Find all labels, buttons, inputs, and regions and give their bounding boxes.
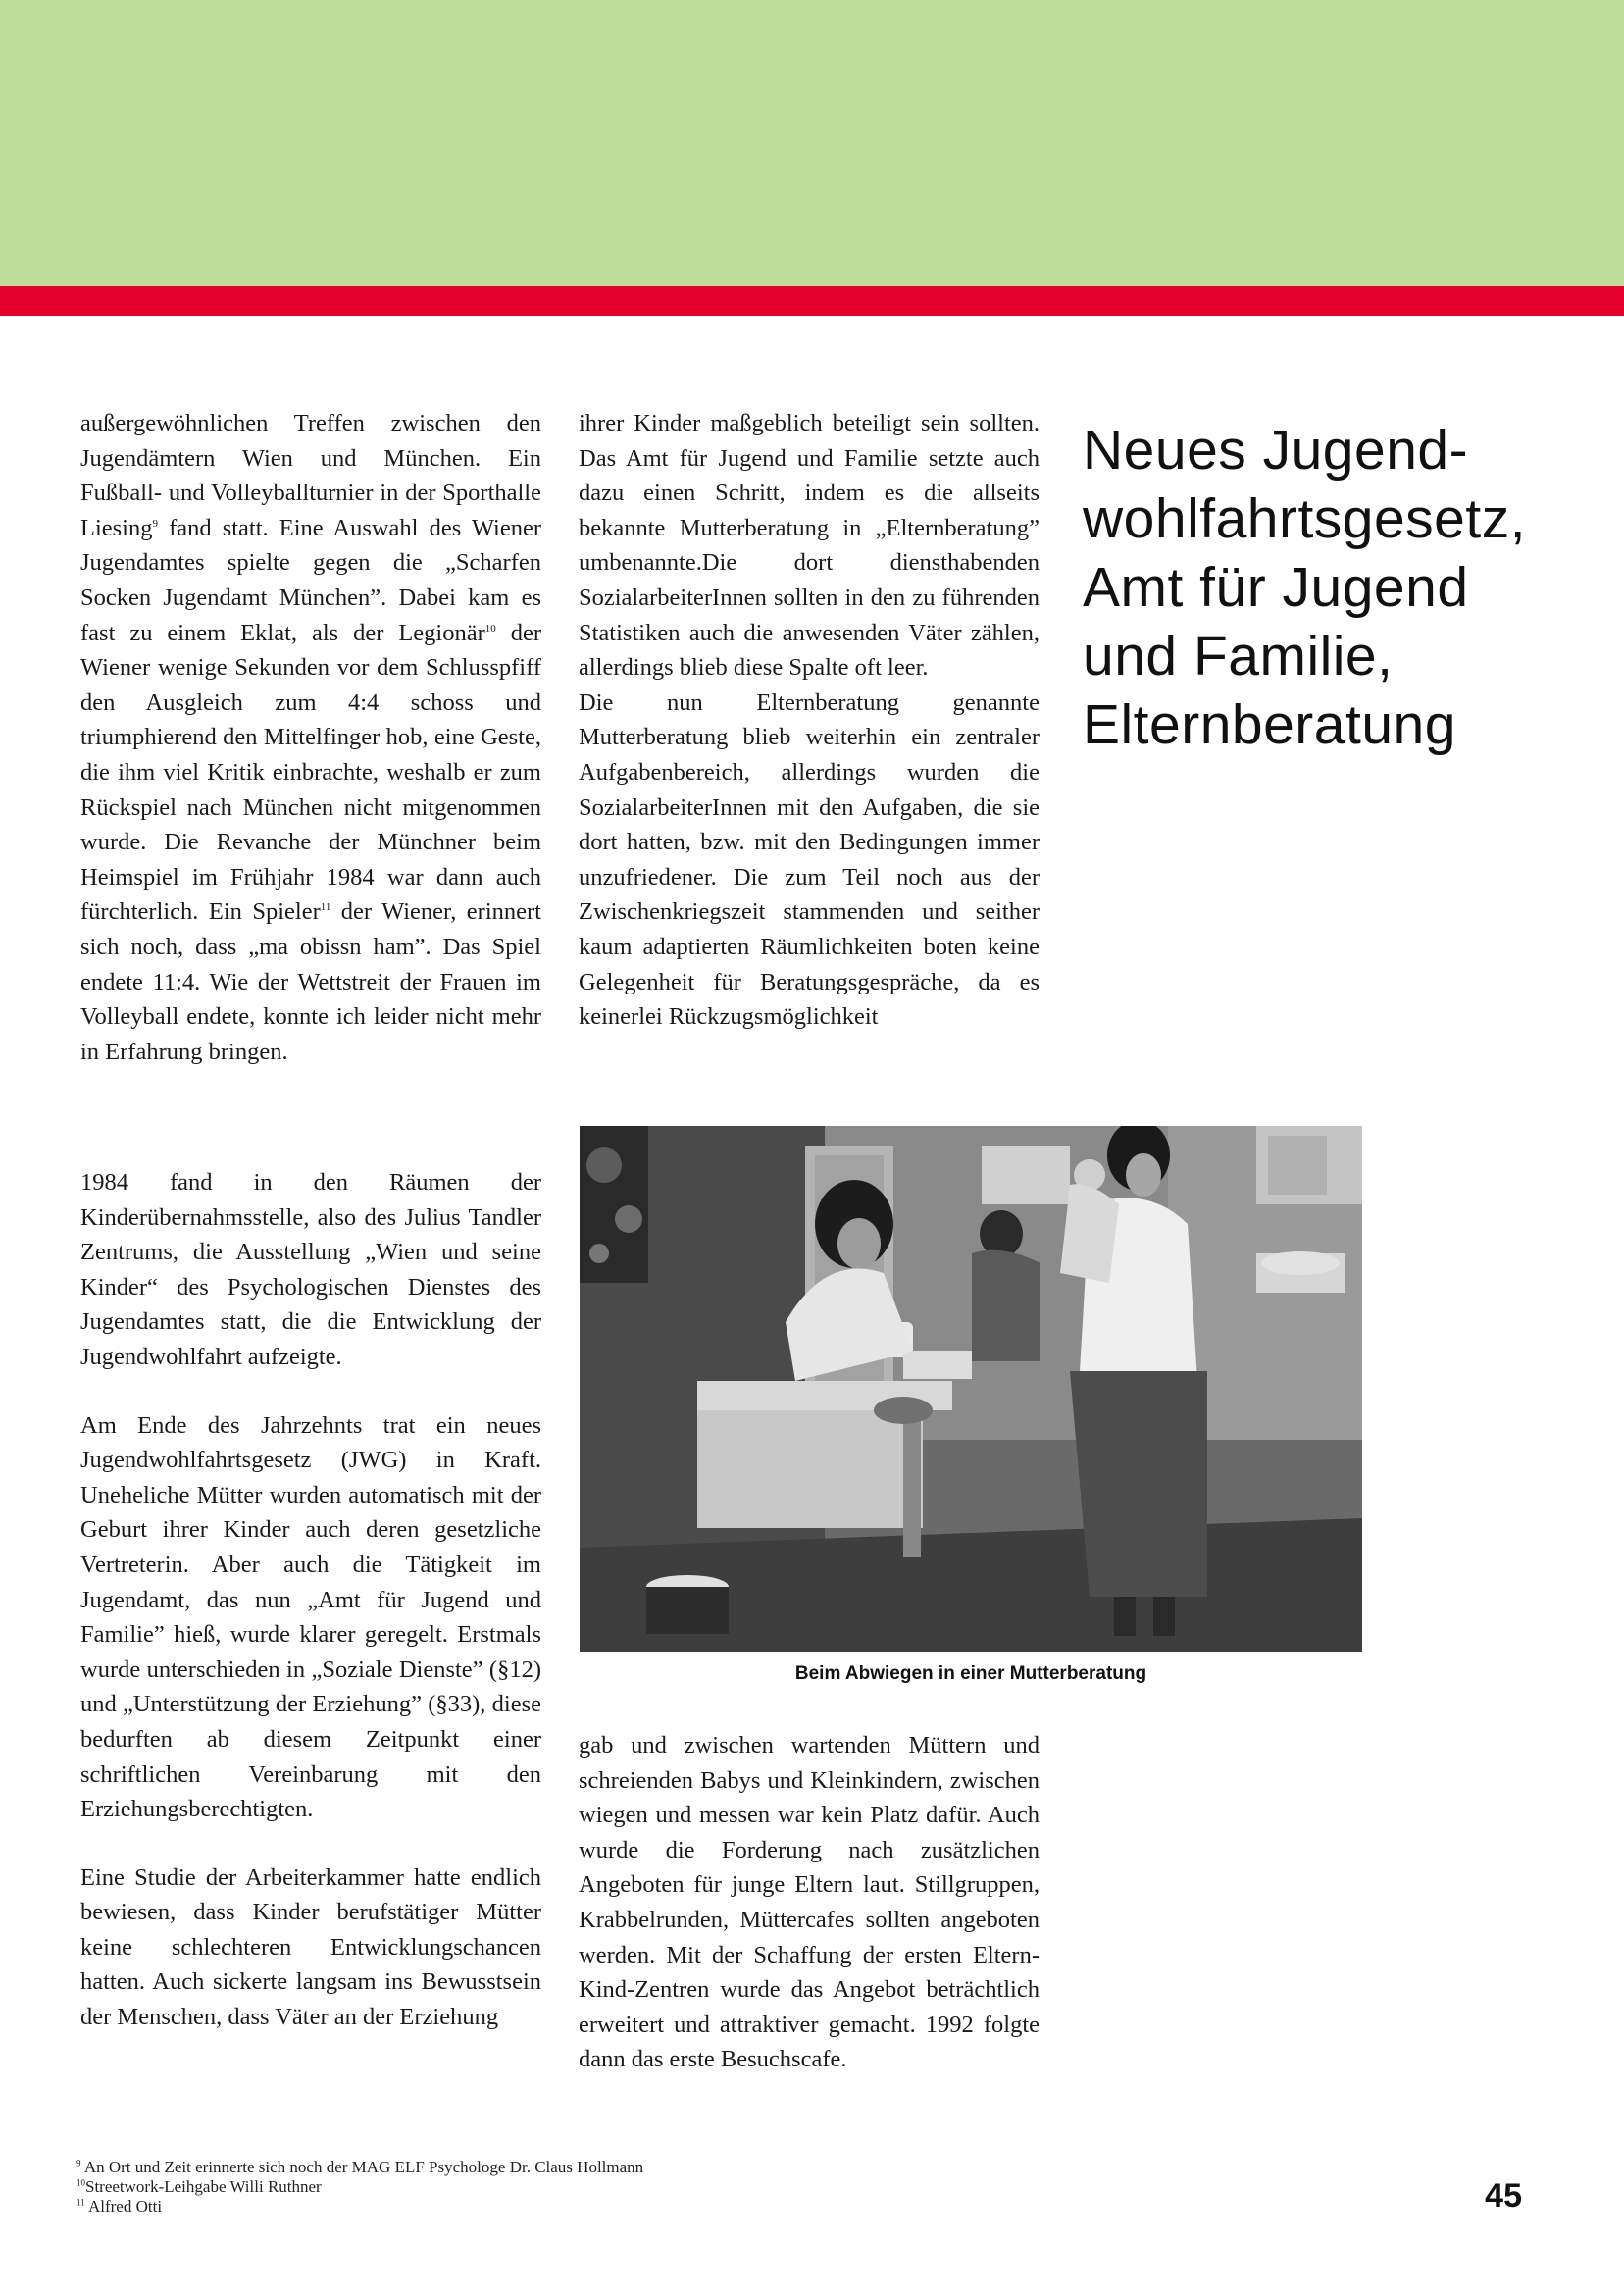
text-column-left-top [80, 406, 541, 1069]
footnote-ref: 11 [320, 901, 331, 914]
paragraph-renaming: ihrer Kinder maßgeblich beteiligt sein sollten. Das Amt für Jugend und Familie setzte auch dazu einen Schritt, indem es die allseits bekannte Mutterberatung in „Elternberatung” umbenannte.Die dort diensthabenden SozialarbeiterInnen sollten in den zu führenden Statistiken auch die anwesenden Väter zählen, allerdings blieb diese Spalte oft leer. [579, 410, 1040, 682]
footnote-ref: 10 [484, 622, 496, 635]
text-column-middle-bottom [579, 1728, 1040, 2077]
paragraph-offers: gab und zwischen wartenden Müttern und schreienden Babys und Kleinkindern, zwischen wiegen und messen war kein Platz dafür. Auch wurde die Forderung nach zusätzlichen Angeboten für junge Eltern laut. Stillgruppen, Krabbelrunden, Müttercafes sollten angeboten werden. Mit der Schaffung der ersten Eltern-Kind-Zentren wurde das Angebot beträchtlich erweitert und attraktiver gemacht. 1992 folgte dann das erste Besuchscafe. [579, 1732, 1040, 2073]
headline-line: Neues Jugend- [1083, 419, 1469, 482]
footnote-10: $^{10}$Streetwork-Leihgabe Willi Ruthner [76, 2177, 322, 2196]
photo-weighing-scene [580, 1126, 1362, 1652]
footnote-ref: 9 [152, 517, 158, 530]
headline-line: Elternberatung [1083, 693, 1456, 756]
header-green-band [0, 0, 1624, 286]
page-number: 45 [1485, 2177, 1522, 2215]
paragraph-jwg: Am Ende des Jahrzehnts trat ein neues Jugendwohlfahrtsgesetz (JWG) in Kraft. Uneheliche Mütter wurden automatisch mit der Geburt ihrer Kinder auch deren gesetzliche Vertreterin. Aber auch die Tätigkeit im Jugendamt, das nun „Amt für Jugend und Familie” hieß, wurde klarer geregelt. Erstmals wurde unterschieden in „Soziale Dienste” (§12) und „Unterstützung der Erziehung” (§33), diese bedurften ab diesem Zeitpunkt einer schriftlichen Vereinbarung mit den Erziehungsberechtigten. [80, 1411, 541, 1823]
header-red-stripe [0, 286, 1624, 316]
text-column-left-bottom [80, 1165, 541, 2035]
paragraph-tournament: außergewöhnlichen Treffen zwischen den Jugendämtern Wien und München. Ein Fußball- und Volleyballturnier in der Sporthalle Liesing$^9$ fand statt. Eine Auswahl des Wiener Jugendamtes spielte gegen die „Scharfen Socken Jugendamt München”. Dabei kam es fast zu einem Eklat, als der Legionär$^{10}$ der Wiener wenige Sekunden vor dem Schlusspfiff den Ausgleich zum 4:4 schoss und triumphierend den Mittelfinger hob, eine Geste, die ihm viel Kritik einbrachte, weshalb er zum Rückspiel nach München nicht mitgenommen wurde. Die Revanche der Münchner beim Heimspiel im Frühjahr 1984 war dann auch fürchterlich. Ein Spieler$^{11}$ der Wiener, erinnert sich noch, dass „ma obissn ham”. Das Spiel endete 11:4. Wie der Wettstreit der Frauen im Volleyball endete, konnte ich leider nicht mehr in Erfahrung bringen. [80, 410, 541, 1065]
section-headline [1083, 416, 1612, 759]
paragraph-study: Eine Studie der Arbeiterkammer hatte endlich bewiesen, dass Kinder berufstätiger Mütter keine schlechteren Entwicklungschancen hatten. Auch sickerte langsam ins Bewusstsein der Menschen, dass Väter an der Erziehung [80, 1863, 541, 2031]
text-column-middle-top [579, 406, 1040, 1035]
footnotes [76, 2158, 959, 2217]
headline-line: und Familie, [1083, 625, 1394, 688]
photo-caption: Beim Abwiegen in einer Mutterberatung [794, 1663, 1147, 1684]
footnote-9: $^9$ An Ort und Zeit erinnerte sich noch der MAG ELF Psychologe Dr. Claus Hollmann [76, 2158, 644, 2176]
headline-line: wohlfahrtsgesetz, [1083, 487, 1527, 550]
footnote-11: $^{11}$ Alfred Otti [76, 2197, 163, 2216]
headline-line: Amt für Jugend [1083, 556, 1469, 619]
paragraph-exhibition: 1984 fand in den Räumen der Kinderübernahmsstelle, also des Julius Tandler Zentrums, die Ausstellung „Wien und seine Kinder“ des Psychologischen Dienstes des Jugendamtes statt, die die Entwicklung der Jugendwohlfahrt aufzeigte. [80, 1169, 541, 1370]
paragraph-conditions: Die nun Elternberatung genannte Mutterberatung blieb weiterhin ein zentraler Aufgabenbereich, allerdings wurden die SozialarbeiterInnen mit den Aufgaben, die sie dort hatten, bzw. mit den Bedingungen immer unzufriedener. Die zum Teil noch aus der Zwischenkriegszeit stammenden und seither kaum adaptierten Räumlichkeiten boten keine Gelegenheit für Beratungsgespräche, da es keinerlei Rückzugsmöglichkeit [579, 688, 1040, 1031]
